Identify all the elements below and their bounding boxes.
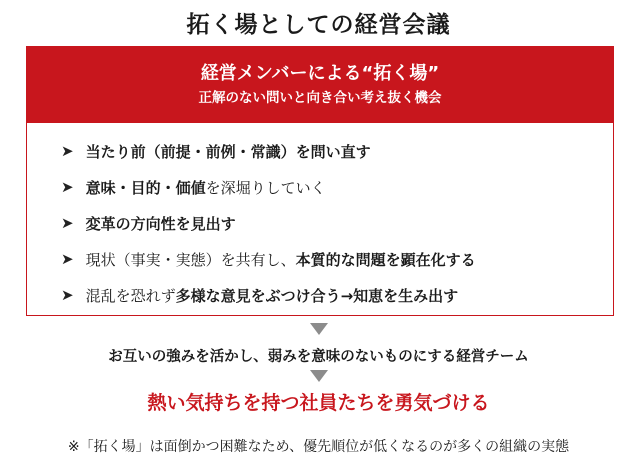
item-text-normal: 混乱を恐れず — [85, 286, 176, 305]
list-item — [61, 169, 613, 205]
meeting-box — [26, 46, 614, 316]
team-statement: お互いの強みを活かし、弱みを意味のないものにする経営チーム — [108, 349, 529, 365]
item-text-bold: 意味・目的・価値 — [85, 178, 206, 197]
item-text: 当たり前（前提・前例・常識）を問い直す — [85, 142, 371, 161]
box-header-title: 経営メンバーによる“拓く場” — [200, 63, 440, 84]
list-item — [61, 241, 613, 277]
list-item — [61, 133, 613, 169]
conclusion-statement: 熱い気持ちを持つ社員たちを勇気づける — [147, 392, 490, 414]
down-arrow-icon — [310, 370, 328, 382]
item-text-bold: 多様な意見をぶつけ合う→知恵を生み出す — [175, 286, 459, 305]
item-list — [27, 123, 613, 313]
item-text: 変革の方向性を見出す — [85, 214, 236, 233]
item-text-normal: を深堀りしていく — [205, 178, 326, 197]
bullet-arrow-icon: ➤ — [61, 250, 74, 268]
footnote: ※「拓く場」は面倒かつ困難なため、優先順位が低くなるのが多くの組織の実態 — [67, 439, 570, 455]
box-header-subtitle: 正解のない問いと向き合い考え抜く機会 — [198, 90, 442, 106]
list-item — [61, 205, 613, 241]
list-item — [61, 277, 613, 313]
page-title: 拓く場としての経営会議 — [186, 12, 451, 38]
item-text-normal: 現状（事実・実態）を共有し、 — [85, 250, 296, 269]
box-header — [27, 47, 613, 123]
item-text-bold: 本質的な問題を顕在化する — [295, 250, 476, 269]
down-arrow-icon — [310, 323, 328, 335]
bullet-arrow-icon: ➤ — [61, 178, 74, 196]
bullet-arrow-icon: ➤ — [61, 214, 74, 232]
bullet-arrow-icon: ➤ — [61, 142, 74, 160]
bullet-arrow-icon: ➤ — [61, 286, 74, 304]
